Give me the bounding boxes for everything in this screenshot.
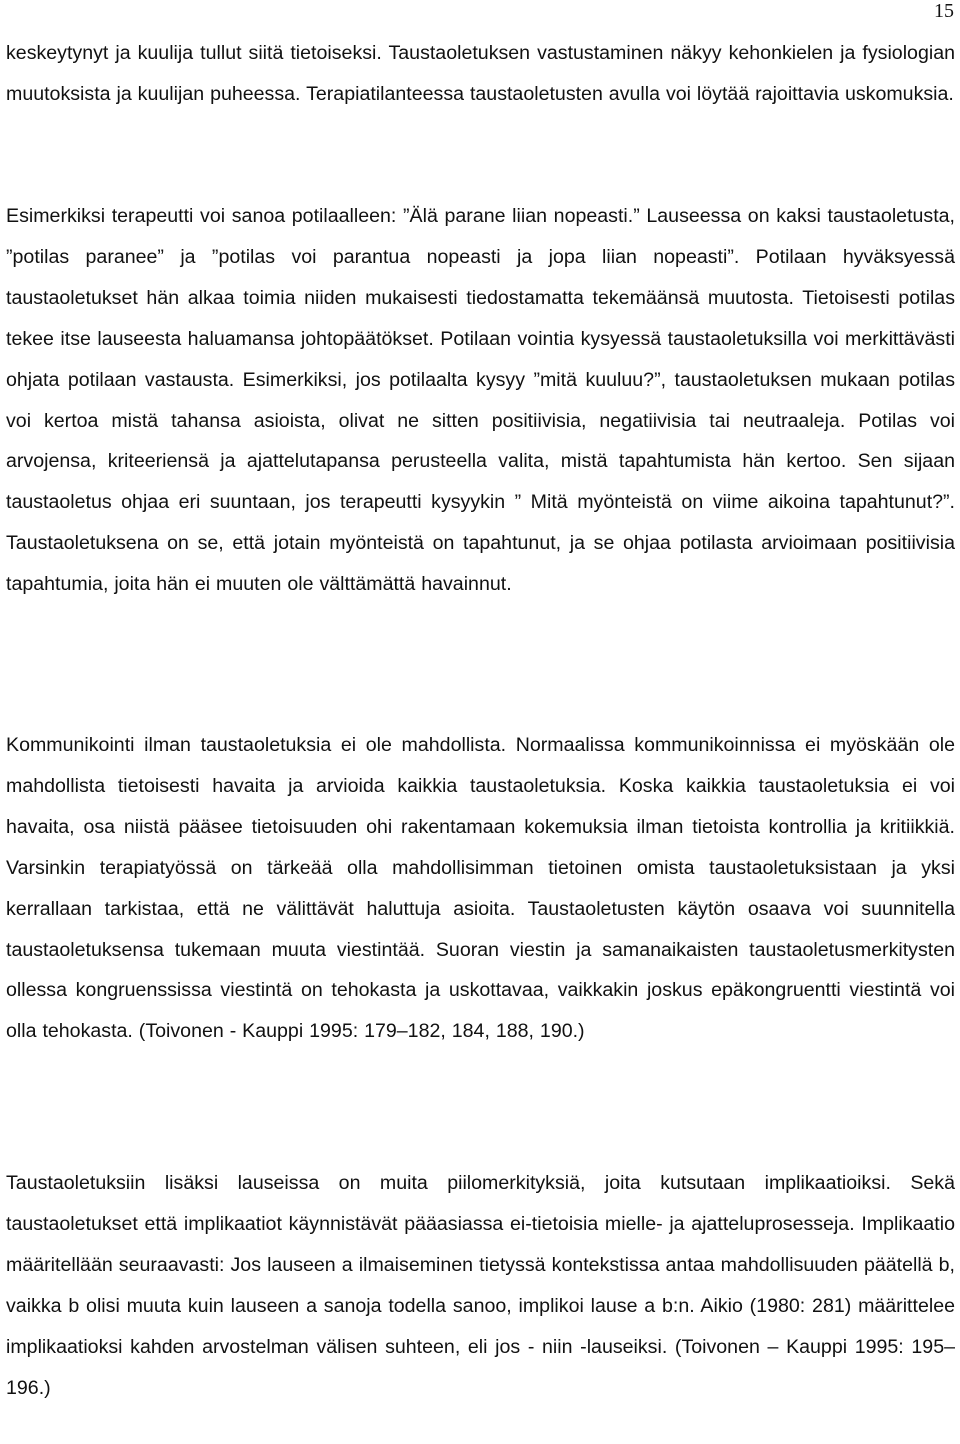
paragraph: keskeytynyt ja kuulija tullut siitä tietoiseksi. Taustaoletuksen vastustaminen näkyy kehonkielen ja fysiologian muutoksista ja kuulijan puheessa. Terapiatilanteessa taustaoletusten avulla voi löytää rajoittavia uskomuksia. bbox=[6, 42, 955, 105]
paragraph: Kommunikointi ilman taustaoletuksia ei ole mahdollista. Normaalissa kommunikoinnissa ei myöskään ole mahdollista tietoisesti havaita ja arvioida kaikkia taustaoletuksia. Koska kaikkia taustaoletuksia ei voi havaita, osa niistä pääsee tietoisuuden ohi rakentamaan kokemuksia ilman tietoista kontrollia ja kritiikkiä. Varsinkin terapiatyössä on tärkeää olla mahdollisimman tietoinen omista taustaoletuksistaan ja yksi kerrallaan tarkistaa, että ne välittävät haluttuja asioita. Taustaoletusten käytön osaava voi suunnitella taustaoletuksensa tukemaan muuta viestintää. Suoran viestin ja samanaikaisten taustaoletusmerkitysten ollessa kongruenssissa viestintä on tehokasta ja uskottavaa, vaikkakin joskus epäkongruentti viestintä voi olla tehokasta. (Toivonen - Kauppi 1995: 179–182, 184, 188, 190.) bbox=[6, 734, 955, 1043]
paragraph: Esimerkiksi terapeutti voi sanoa potilaalleen: ”Älä parane liian nopeasti.” Lauseessa on kaksi taustaoletusta, ”potilas paranee” ja ”potilas voi parantua nopeasti ja jopa liian nopeasti”. Potilaan hyväksyessä taustaoletukset hän alkaa toimia niiden mukaisesti tiedostamatta tekemäänsä muutosta. Tietoisesti potilas tekee itse lauseesta haluamansa johtopäätökset. Potilaan vointia kysyessä taustaoletuksilla voi merkittävästi ohjata potilaan vastausta. Esimerkiksi, jos potilaalta kysyy ”mitä kuuluu?”, taustaoletuksen mukaan potilas voi kertoa mistä tahansa asioista, olivat ne sitten positiivisia, negatiivisia tai neutraaleja. Potilas voi arvojensa, kriteeriensä ja ajattelutapansa perusteella valita, mistä tapahtumista hän kertoo. Sen sijaan taustaoletus ohjaa eri suuntaan, jos terapeutti kysyykin ” Mitä myönteistä on viime aikoina tapahtunut?”. Taustaoletuksena on se, että jotain myönteistä on tapahtunut, ja se ohjaa potilasta arvioimaan positiivisia tapahtumia, joita hän ei muuten ole välttämättä havainnut. bbox=[6, 205, 955, 596]
paragraph: Taustaoletuksiin lisäksi lauseissa on muita piilomerkityksiä, joita kutsutaan implikaatioiksi. Sekä taustaoletukset että implikaatiot käynnistävät pääasiassa ei-tietoisia mielle- ja ajatteluprosesseja. Implikaatio määritellään seuraavasti: Jos lauseen a ilmaiseminen tietyssä kontekstissa antaa mahdollisuuden päätellä b, vaikka b olisi muuta kuin lauseen a sanoja todella sanoo, implikoi lause a b:n. Aikio (1980: 281) määrittelee implikaatioksi kahden arvostelman välisen suhteen, eli jos - niin -lauseiksi. (Toivonen – Kauppi 1995: 195–196.) bbox=[6, 1172, 955, 1399]
page-number: 15 bbox=[934, 0, 954, 22]
